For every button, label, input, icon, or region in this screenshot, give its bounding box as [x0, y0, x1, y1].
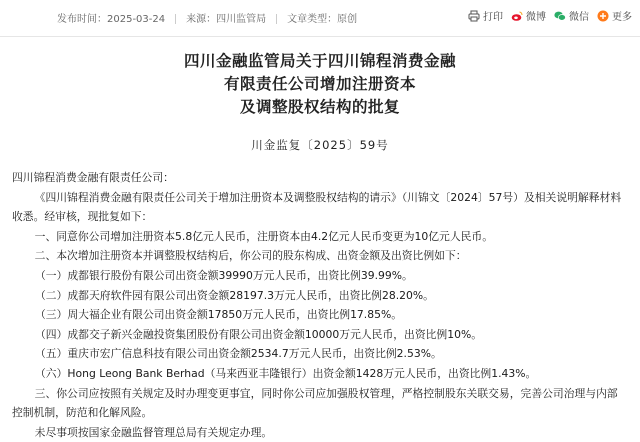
publish-time: 发布时间：2025-03-24 — [57, 14, 166, 25]
article-meta — [57, 10, 357, 25]
title-line: 四川金融监管局关于四川锦程消费金融 — [183, 52, 456, 70]
title-line: 有限责任公司增加注册资本 — [223, 75, 416, 93]
point-three: 三、你公司应按照有关规定及时办理变更事宜，同时你公司应加强股权管理，严格控制股东关联交易，完善公司治理与内部控制机制，防范和化解风险。 — [12, 386, 618, 420]
source: 来源：四川监管局 — [186, 14, 267, 25]
print-button[interactable] — [468, 8, 503, 23]
document-body — [12, 168, 628, 442]
point-one: 一、同意你公司增加注册资本5.8亿元人民币，注册资本由4.2亿元人民币变更为10亿元人民币。 — [34, 229, 494, 243]
point-two: 二、本次增加注册资本并调整股权结构后，你公司的股东构成、出资金额及出资比例如下： — [34, 249, 467, 263]
more-share-button[interactable] — [597, 8, 632, 23]
weibo-label: 微博 — [526, 12, 546, 23]
shareholder-item: （六）Hong Leong Bank Berhad（马来西亚丰隆银行）出资金额1428万元人民币，出资比例1.43%。 — [35, 366, 537, 380]
intro-paragraph: 《四川锦程消费金融有限责任公司关于增加注册资本及调整股权结构的请示》（川锦文〔2024〕57号）及相关说明解释材料收悉。经审核，现批复如下： — [12, 190, 622, 224]
shareholder-item: （四）成都交子新兴金融投资集团股份有限公司出资金额10000万元人民币，出资比例10%。 — [35, 327, 483, 341]
printer-icon — [468, 10, 480, 22]
shareholder-item: （二）成都天府软件园有限公司出资金额28197.3万元人民币，出资比例28.20%。 — [35, 288, 434, 302]
shareholder-item: （一）成都银行股份有限公司出资金额39990万元人民币，出资比例39.99%。 — [35, 268, 413, 282]
more-label: 更多 — [612, 12, 632, 23]
share-toolbar — [460, 8, 632, 23]
article-type: 文章类型：原创 — [287, 14, 358, 25]
closing-paragraph: 未尽事项按国家金融监督管理总局有关规定办理。 — [34, 425, 273, 439]
wechat-icon — [554, 10, 566, 22]
document-number: 川金监复〔2025〕59号 — [251, 138, 389, 152]
more-icon — [597, 10, 609, 22]
wechat-share-button[interactable] — [554, 8, 589, 23]
divider — [175, 14, 176, 24]
weibo-share-button[interactable] — [511, 8, 546, 23]
weibo-icon — [511, 10, 523, 22]
shareholder-item: （三）周大福企业有限公司出资金额17850万元人民币，出资比例17.85%。 — [35, 308, 403, 322]
print-label: 打印 — [483, 12, 503, 23]
recipient: 四川锦程消费金融有限责任公司： — [12, 171, 174, 184]
document-title — [0, 50, 640, 119]
wechat-label: 微信 — [569, 12, 589, 23]
article-meta-bar — [0, 0, 640, 37]
title-line: 及调整股权结构的批复 — [239, 98, 400, 116]
shareholder-item: （五）重庆市宏广信息科技有限公司出资金额2534.7万元人民币，出资比例2.53%。 — [35, 347, 442, 361]
divider — [276, 14, 277, 24]
